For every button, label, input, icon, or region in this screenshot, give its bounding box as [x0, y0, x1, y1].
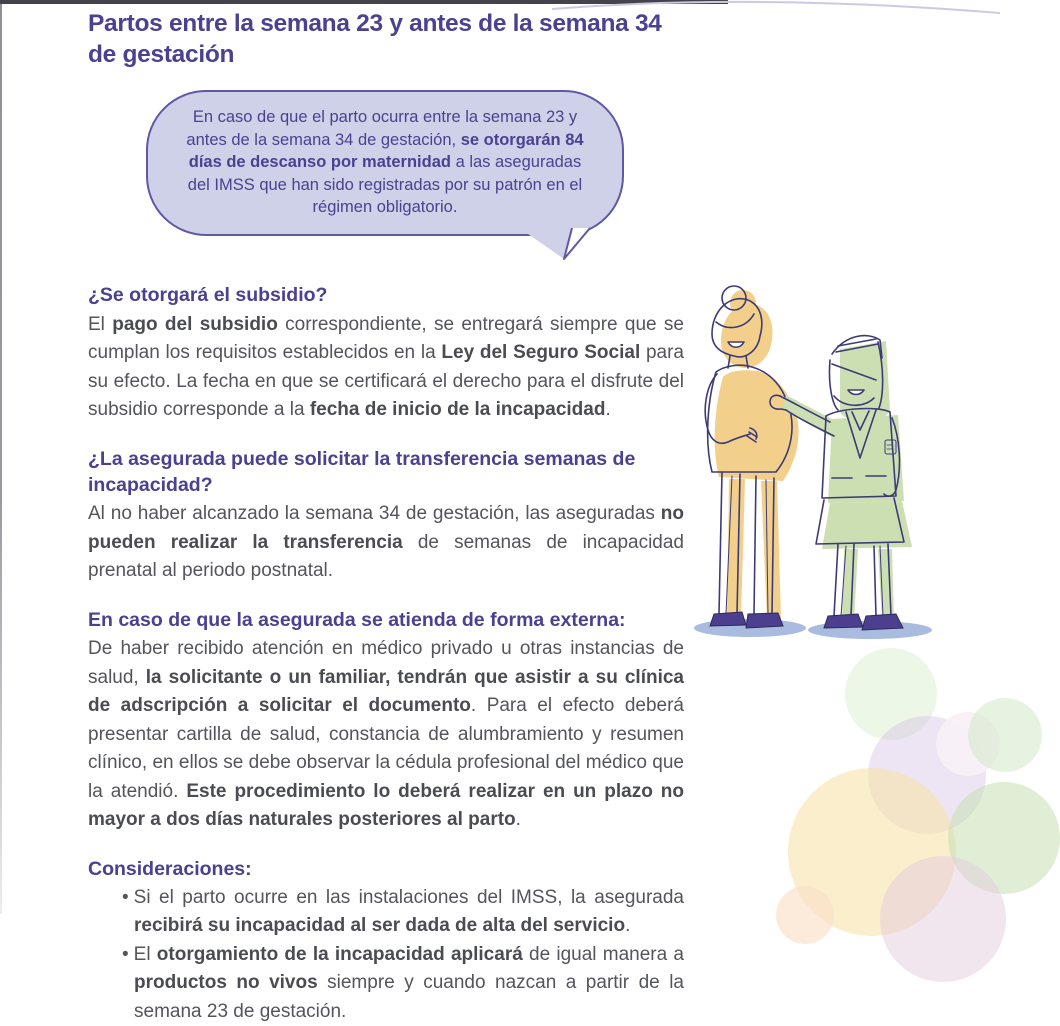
page-title: Partos entre la semana 23 y antes de la semana 34 de gestación [88, 10, 662, 69]
section-heading-atencion-externa: En caso de que la asegurada se atienda de forma externa: [88, 608, 626, 631]
decorative-circle [776, 886, 834, 944]
section-paragraph-atencion-externa: De haber recibido atención en médico privado u otras instancias de salud, la solicitante o un familiar, tendrán que asistir a su clínica de adscripción a solicitar el documento. Para el efecto deberá presentar cartilla de salud, constancia de alumbramiento y resumen clínico, en ellos se debe observar la cédula profesional del médico que la atendió. Este procedimiento lo deberá realizar en un plazo no mayor a dos días naturales posteriores al parto. [88, 638, 684, 831]
page-left-edge-line [0, 0, 2, 914]
pregnant-woman-and-nurse-illustration [688, 276, 940, 648]
decorative-circle [880, 856, 1006, 982]
considerations-list [88, 884, 684, 1026]
section-heading-consideraciones: Consideraciones: [88, 857, 252, 880]
section-heading-subsidio: ¿Se otorgará el subsidio? [88, 284, 328, 307]
speech-bubble-text: En caso de que el parto ocurra entre la semana 23 y antes de la semana 34 de gestación, se otorgarán 84 días de descanso por maternidad a las aseguradas del IMSS que han sido registradas por su patrón en el régimen obligatorio. [186, 108, 584, 216]
main-content-column [88, 8, 684, 1026]
consideration-item: • Si el parto ocurre en las instalaciones del IMSS, la asegurada recibirá su incapacidad al ser dada de alta del servicio. [122, 884, 684, 941]
section-paragraph-subsidio: El pago del subsidio correspondiente, se entregará siempre que se cumplan los requisitos establecidos en la Ley del Seguro Social para su efecto. La fecha en que se certificará el derecho para el disfrute del subsidio corresponde a la fecha de inicio de la incapacidad. [88, 313, 685, 421]
speech-bubble-tail-icon [514, 227, 594, 267]
consideration-item: • El otorgamiento de la incapacidad aplicará de igual manera a productos no vivos siempre y cuando nazcan a partir de la semana 23 de gestación. [122, 941, 684, 1026]
decorative-circle [968, 698, 1042, 772]
section-heading-transferencia: ¿La asegurada puede solicitar la transferencia semanas de incapacidad? [88, 447, 636, 497]
speech-bubble [146, 90, 624, 236]
section-paragraph-transferencia: Al no haber alcanzado la semana 34 de gestación, las aseguradas no pueden realizar la transferencia de semanas de incapacidad prenatal al periodo postnatal. [88, 503, 684, 582]
